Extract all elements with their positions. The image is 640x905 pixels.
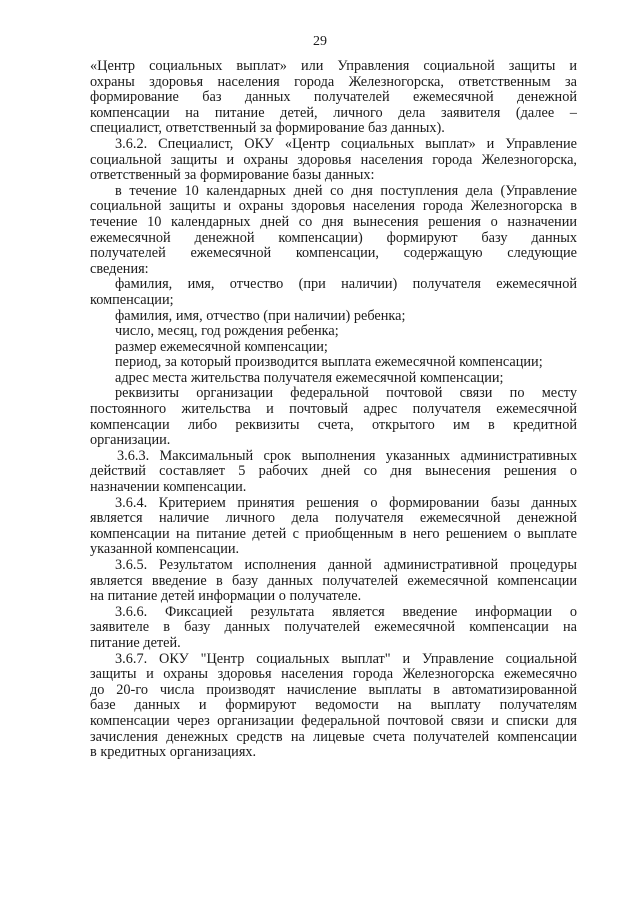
document-body: [90, 59, 577, 761]
text-line: ответственный за формирование базы данных:: [90, 168, 375, 184]
text-line: компенсации на питание детей с приобщенным в него решением о выплате: [90, 526, 577, 542]
text-line: «Центр социальных выплат» или Управления социальной защиты и: [90, 59, 577, 74]
text-line: 3.6.7. ОКУ "Центр социальных выплат" и Управление социальной: [115, 651, 577, 667]
text-line: адрес места жительства получателя ежемесячной компенсации;: [115, 370, 504, 386]
text-line: период, за который производится выплата ежемесячной компенсации;: [115, 355, 543, 371]
text-line: сведения:: [90, 261, 149, 277]
text-line: реквизиты организации федеральной почтовой связи по месту: [115, 386, 577, 402]
text-line: число, месяц, год рождения ребенка;: [115, 324, 339, 340]
text-line: защиты и охраны здоровья населения города Железногорска ежемесячно: [90, 667, 577, 683]
text-line: базе данных и формируют ведомости на выплату получателям: [90, 698, 577, 714]
text-line: зачисления денежных средств на лицевые счета получателей компенсации: [90, 729, 577, 745]
text-line: на питание детей информации о получателе.: [90, 589, 362, 605]
page-number: 29: [313, 34, 327, 49]
text-line: 3.6.5. Результатом исполнения данной административной процедуры: [115, 558, 577, 573]
text-line: 3.6.2. Специалист, ОКУ «Центр социальных выплат» и Управление: [115, 136, 577, 152]
text-line: ежемесячной денежной компенсации) формируют базу данных: [90, 230, 577, 246]
text-line: 3.6.6. Фиксацией результата является введение информации о: [115, 604, 577, 620]
text-line: течение 10 календарных дней со дня вынесения решения о назначении: [90, 214, 577, 230]
text-line: социальной защиты и охраны здоровья населения города Железногорска в: [90, 199, 577, 215]
text-line: специалист, ответственный за формирование баз данных).: [90, 121, 445, 137]
text-line: компенсации на питание детей, личного дела заявителя (далее –: [90, 105, 577, 121]
text-line: фамилия, имя, отчество (при наличии) получателя ежемесячной: [115, 277, 577, 293]
text-line: заявителе в базу данных получателей ежемесячной компенсации на: [90, 620, 577, 636]
text-line: питание детей.: [90, 635, 181, 651]
text-line: формирование баз данных получателей ежемесячной денежной: [90, 90, 577, 106]
text-line: в течение 10 календарных дней со дня поступления дела (Управление: [115, 183, 577, 199]
text-line: компенсации через организации федеральной почтовой связи и списки для: [90, 713, 577, 729]
text-line: 3.6.4. Критерием принятия решения о формировании базы данных: [115, 495, 577, 511]
text-line: является наличие личного дела получателя ежемесячной денежной: [90, 511, 577, 527]
text-line: размер ежемесячной компенсации;: [115, 339, 328, 355]
text-line: социальной защиты и охраны здоровья населения города Железногорска,: [90, 152, 577, 168]
text-line: действий составляет 5 рабочих дней со дня вынесения решения о: [90, 464, 577, 480]
text-line: указанной компенсации.: [90, 542, 240, 558]
text-line: постоянного жительства и почтовый адрес получателя ежемесячной: [90, 402, 577, 418]
text-line: до 20-го числа производят начисление выплаты в автоматизированной: [90, 682, 577, 698]
text-line: фамилия, имя, отчество (при наличии) ребенка;: [115, 308, 406, 324]
text-line: компенсации;: [90, 292, 174, 308]
text-line: 3.6.3. Максимальный срок выполнения указанных административных: [117, 448, 577, 464]
text-line: компенсации либо реквизиты счета, открытого им в кредитной: [90, 417, 577, 433]
text-line: охраны здоровья населения города Железногорска, ответственным за: [90, 74, 577, 90]
text-line: организации.: [90, 433, 171, 449]
text-line: в кредитных организациях.: [90, 745, 257, 761]
text-line: получателей ежемесячной компенсации, содержащую следующие: [90, 246, 577, 262]
text-line: является введение в базу данных получателей ежемесячной компенсации: [90, 573, 577, 589]
text-line: назначении компенсации.: [90, 480, 247, 496]
